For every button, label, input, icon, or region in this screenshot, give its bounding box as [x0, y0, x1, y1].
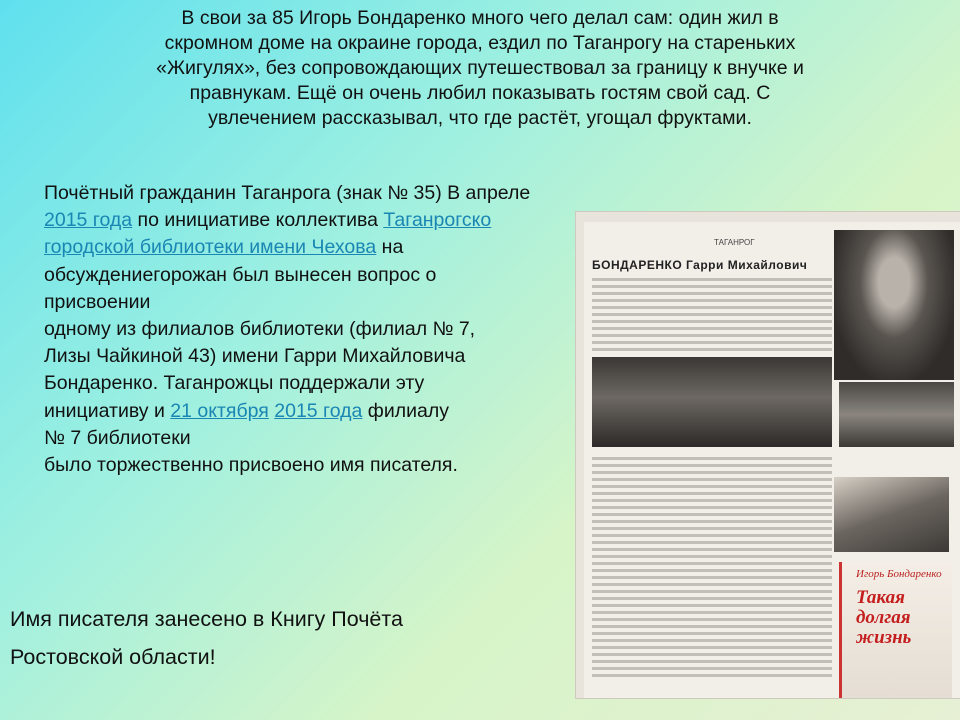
text-line: одному из филиалов библиотеки (филиал № 7, [44, 318, 476, 341]
photo-tag: ТАГАНРОГ [714, 238, 755, 247]
note-line: Имя писателя занесено в Книгу Почёта [10, 607, 403, 631]
text-line: присвоении [44, 290, 151, 313]
text-line: Лизы Чайкиной 43) имени Гарри Михайловича [44, 345, 466, 368]
text-line [44, 207, 604, 234]
link-chekhov-library[interactable]: городской библиотеки имени Чехова [44, 236, 377, 259]
book-title: Такая долгая жизнь [856, 587, 912, 648]
intro-paragraph [70, 6, 890, 131]
writer-photo [834, 477, 949, 552]
book-author: Игорь Бондаренко [856, 568, 942, 580]
text-line [44, 234, 604, 261]
honorary-citizen-paragraph [44, 180, 604, 479]
intro-line: правнукам. Ещё он очень любил показывать гостям свой сад. С [189, 82, 771, 104]
text-line: № 7 библиотеки [44, 426, 191, 449]
intro-line: «Жигулях», без сопровождающих путешествовал за границу к внучке и [156, 57, 804, 79]
photo-text-block [592, 457, 832, 681]
book-page-photo [576, 212, 960, 698]
intro-line: В свои за 85 Игорь Бондаренко много чего делал сам: один жил в [181, 7, 779, 29]
text-span: филиалу [362, 399, 449, 422]
text-line: Бондаренко. Таганрожцы поддержали эту [44, 372, 425, 395]
link-taganrog-library[interactable]: Таганрогско [383, 209, 492, 232]
intro-line: увлечением рассказывал, что где растёт, угощал фруктами. [208, 107, 752, 129]
intro-line: скромном доме на окраине города, ездил по Таганрогу на стареньких [164, 32, 796, 54]
text-span: инициативу и [44, 399, 171, 422]
text-span: по инициативе коллектива [132, 209, 384, 232]
photo-title: БОНДАРЕНКО Гарри Михайлович [592, 258, 808, 272]
link-2015-year[interactable]: 2015 года [44, 209, 133, 232]
text-line: обсуждениегорожан был вынесен вопрос о [44, 263, 437, 286]
note-line: Ростовской области! [10, 645, 216, 669]
book-cover [839, 562, 952, 698]
group-photo-small [839, 382, 954, 447]
text-line [44, 398, 604, 425]
book-of-honor-note [10, 600, 403, 676]
group-photo [592, 357, 832, 447]
photo-text-block [592, 278, 832, 355]
portrait-photo [834, 230, 954, 380]
book-page [584, 222, 960, 698]
text-line: Почётный гражданин Таганрога (знак № 35) В апреле [44, 182, 531, 204]
text-span: на [376, 236, 404, 259]
text-line: было торжественно присвоено имя писателя. [44, 454, 458, 477]
link-2015-year-2[interactable]: 2015 года [274, 399, 363, 422]
link-21-october[interactable]: 21 октября [170, 399, 269, 422]
